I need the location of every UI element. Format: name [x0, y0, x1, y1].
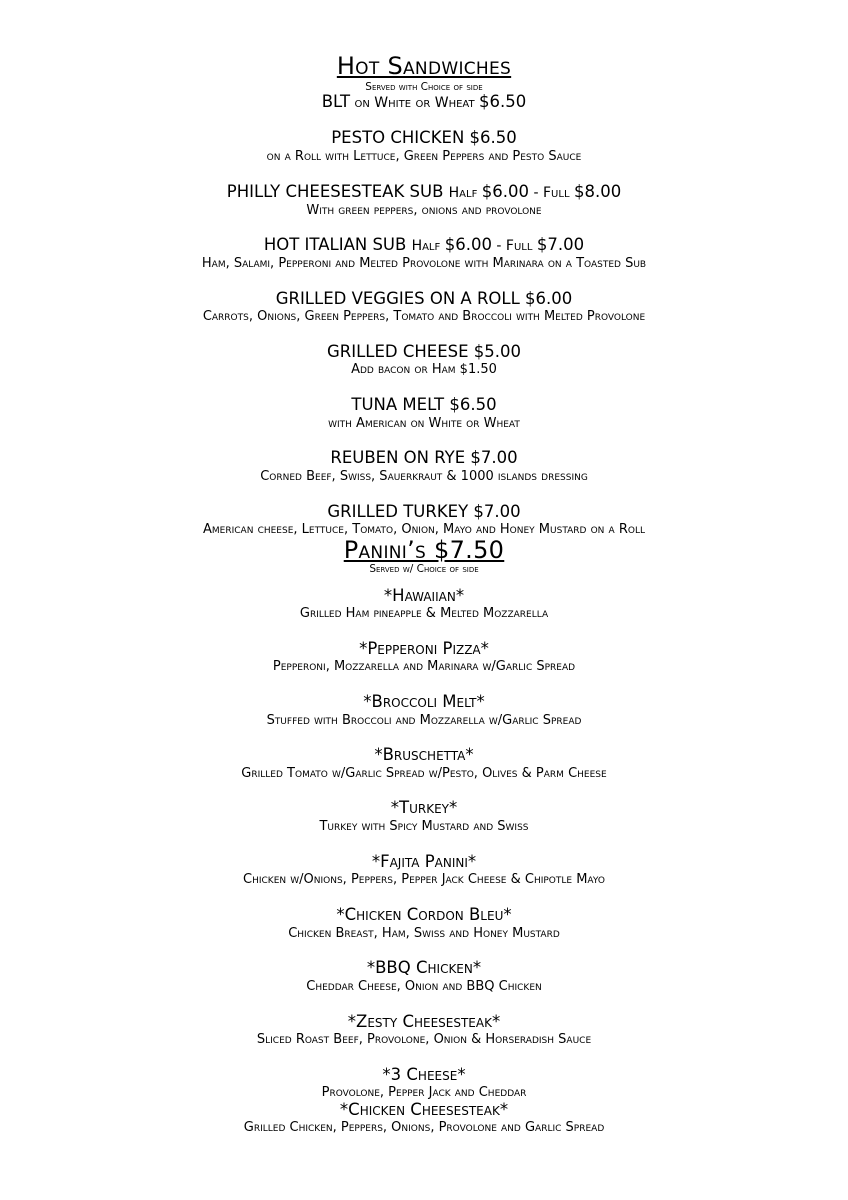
turkey-desc: Turkey with Spicy Mustard and Swiss [319, 819, 529, 834]
grilled-veggies-name: GRILLED VEGGIES ON A ROLL $6.00 [275, 289, 573, 308]
philly-desc: With green peppers, onions and provolone [306, 203, 542, 218]
bruschetta-name: *Bruschetta* [374, 745, 474, 764]
chicken-cordon-bleu-desc: Chicken Breast, Ham, Swiss and Honey Mustard [288, 926, 560, 941]
hot-sandwiches-subtitle: Served with Choice of side [365, 81, 483, 93]
hawaiian-name: *Hawaiian* [383, 586, 465, 605]
reuben-name: REUBEN ON RYE $7.00 [330, 448, 518, 467]
bbq-chicken-name: *BBQ Chicken* [366, 958, 482, 977]
hot-italian-half-label: Half [411, 238, 445, 254]
hot-sandwiches-title: Hot Sandwiches [336, 52, 512, 80]
zesty-cheesesteak-desc: Sliced Roast Beef, Provolone, Onion & Horseradish Sauce [256, 1032, 592, 1047]
grilled-cheese-name: GRILLED CHEESE $5.00 [326, 342, 522, 361]
philly-half-price: $6.00 [481, 182, 530, 201]
blt-text: on White or Wheat [350, 95, 480, 111]
hawaiian-desc: Grilled Ham pineapple & Melted Mozzarella [299, 606, 549, 621]
pesto-chicken-name: PESTO CHICKEN $6.50 [331, 128, 517, 147]
three-cheese-desc: Provolone, Pepper Jack and Cheddar [321, 1085, 527, 1100]
tuna-melt-desc: with American on White or Wheat [328, 416, 520, 431]
hot-italian-item [0, 235, 848, 256]
fajita-panini-name: *Fajita Panini* [371, 852, 477, 871]
turkey-name: *Turkey* [390, 798, 458, 817]
hot-italian-name: HOT ITALIAN SUB [263, 235, 412, 254]
hot-italian-full-price: $7.00 [536, 235, 585, 254]
blt-price: $6.50 [479, 92, 527, 111]
grilled-veggies-desc: Carrots, Onions, Green Peppers, Tomato and Broccoli with Melted Provolone [202, 309, 646, 324]
chicken-cheesesteak-desc: Grilled Chicken, Peppers, Onions, Provolone and Garlic Spread [243, 1120, 605, 1135]
hot-italian-sep: - Full [491, 238, 537, 254]
paninis-subtitle: Served w/ Choice of side [369, 563, 479, 575]
philly-cheesesteak-item [0, 182, 848, 203]
broccoli-melt-desc: Stuffed with Broccoli and Mozzarella w/Garlic Spread [266, 713, 582, 728]
philly-half-label: Half [448, 185, 482, 201]
fajita-panini-desc: Chicken w/Onions, Peppers, Pepper Jack Cheese & Chipotle Mayo [243, 872, 605, 887]
bruschetta-desc: Grilled Tomato w/Garlic Spread w/Pesto, Olives & Parm Cheese [241, 766, 607, 781]
hot-italian-desc: Ham, Salami, Pepperoni and Melted Provolone with Marinara on a Toasted Sub [201, 256, 647, 271]
chicken-cheesesteak-name: *Chicken Cheesesteak* [339, 1100, 509, 1119]
blt-name: BLT [321, 92, 351, 111]
paninis-title: Panini’s $7.50 [343, 536, 505, 564]
tuna-melt-name: TUNA MELT $6.50 [351, 395, 497, 414]
zesty-cheesesteak-name: *Zesty Cheesesteak* [347, 1012, 501, 1031]
reuben-desc: Corned Beef, Swiss, Sauerkraut & 1000 islands dressing [260, 469, 588, 484]
pepperoni-pizza-name: *Pepperoni Pizza* [359, 639, 489, 658]
philly-sep: - Full [529, 185, 574, 201]
grilled-cheese-desc: Add bacon or Ham $1.50 [351, 362, 497, 377]
bbq-chicken-desc: Cheddar Cheese, Onion and BBQ Chicken [306, 979, 542, 994]
grilled-turkey-desc: American cheese, Lettuce, Tomato, Onion, Mayo and Honey Mustard on a Roll [203, 522, 645, 537]
three-cheese-name: *3 Cheese* [382, 1065, 466, 1084]
pepperoni-pizza-desc: Pepperoni, Mozzarella and Marinara w/Garlic Spread [272, 659, 576, 674]
philly-name: PHILLY CHEESESTEAK SUB [226, 182, 449, 201]
grilled-turkey-name: GRILLED TURKEY $7.00 [327, 502, 521, 521]
blt-item [0, 92, 848, 113]
pesto-chicken-desc: on a Roll with Lettuce, Green Peppers and Pesto Sauce [266, 149, 582, 164]
hot-italian-half-price: $6.00 [444, 235, 492, 254]
broccoli-melt-name: *Broccoli Melt* [363, 692, 485, 711]
philly-full-price: $8.00 [573, 182, 622, 201]
chicken-cordon-bleu-name: *Chicken Cordon Bleu* [336, 905, 512, 924]
